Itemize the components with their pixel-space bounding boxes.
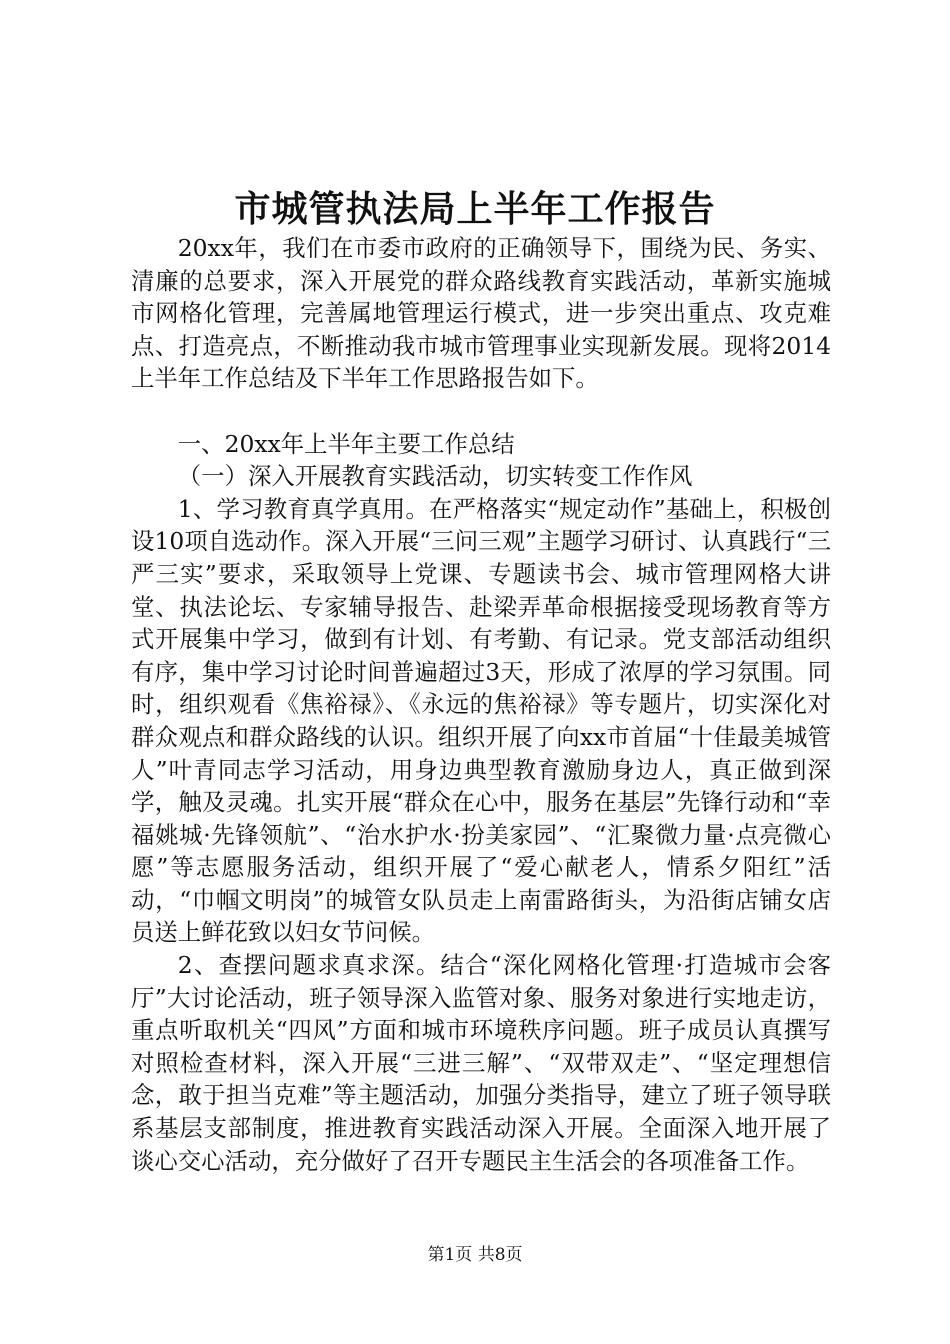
subsection-heading: （一）深入开展教育实践活动，切实转变工作作风 bbox=[177, 462, 693, 491]
paragraph-intro: 20xx年，我们在市委市政府的正确领导下，围绕为民、务实、清廉的总要求，深入开展党的群众路线教育实践活动，革新实施城市网格化管理，完善属地管理运行模式，进一步突出重点、攻克难点、打造亮点，不断推动我市城市管理事业实现新发展。现将2014上半年工作总结及下半年工作思路报告如下。 bbox=[131, 234, 831, 393]
paragraph-study: 1、学习教育真学真用。在严格落实“规定动作”基础上，积极创设10项自选动作。深入开展“三问三观”主题学习研讨、认真践行“三严三实”要求，采取领导上党课、专题读书会、城市管理网格大讲堂、执法论坛、专家辅导报告、赴梁弄革命根据接受现场教育等方式开展集中学习，做到有计划、有考勤、有记录。党支部活动组织有序，集中学习讨论时间普遍超过3天，形成了浓厚的学习氛围。同时，组织观看《焦裕禄》、《永远的焦裕禄》等专题片，切实深化对群众观点和群众路线的认识。组织开展了向xx市首届“十佳最美城管人”叶青同志学习活动，用身边典型教育激励身边人，真正做到深学，触及灵魂。扎实开展“群众在心中，服务在基层”先锋行动和“幸福姚城·先锋领航”、“治水护水·扮美家园”、“汇聚微力量·点亮微心愿”等志愿服务活动，组织开展了“爱心献老人，情系夕阳红”活动，“巾帼文明岗”的城管女队员走上南雷路街头，为沿街店铺女店员送上鲜花致以妇女节问候。 bbox=[131, 494, 831, 947]
section-heading: 一、20xx年上半年主要工作总结 bbox=[177, 429, 515, 458]
document-title: 市城管执法局上半年工作报告 bbox=[234, 188, 716, 230]
paragraph-problems: 2、查摆问题求真求深。结合“深化网格化管理·打造城市会客厅”大讨论活动，班子领导深入监管对象、服务对象进行实地走访，重点听取机关“四风”方面和城市环境秩序问题。班子成员认真撰写对照检查材料，深入开展“三进三解”、“双带双走”、“坚定理想信念，敢于担当克难”等主题活动，加强分类指导，建立了班子领导联系基层支部制度，推进教育实践活动深入开展。全面深入地开展了谈心交心活动，充分做好了召开专题民主生活会的各项准备工作。 bbox=[131, 951, 831, 1175]
page-number-footer: 第1页 共8页 bbox=[427, 1245, 523, 1265]
document-body bbox=[131, 232, 831, 1177]
